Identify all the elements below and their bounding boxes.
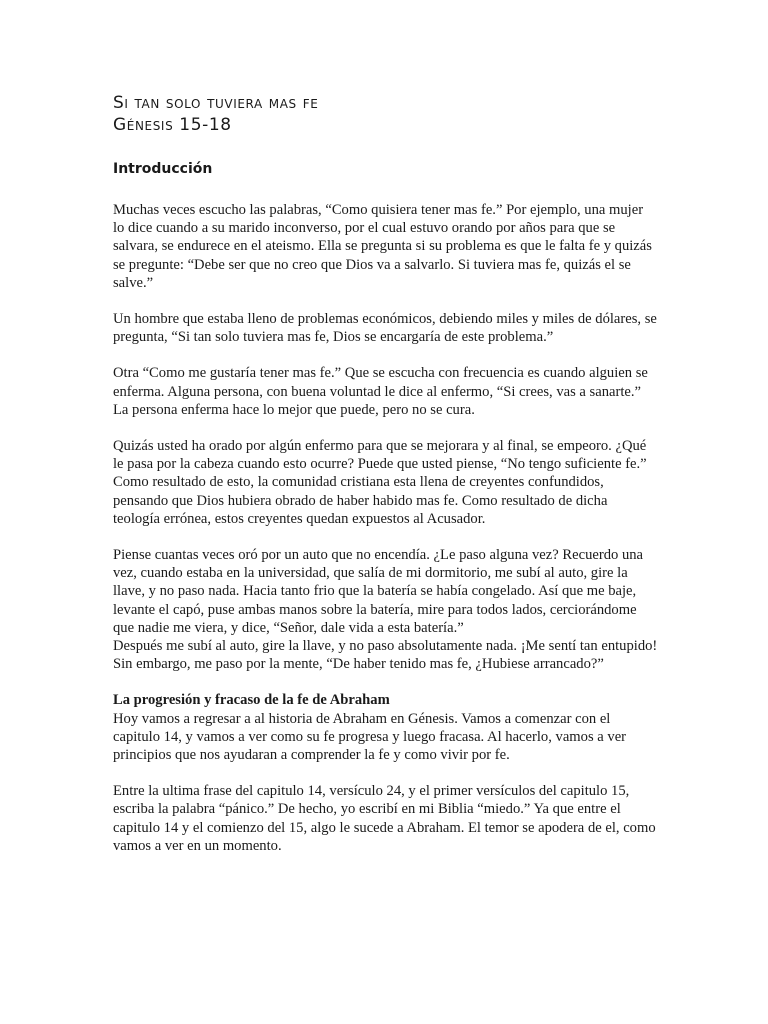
intro-heading: Introducción <box>113 161 213 177</box>
document-body <box>113 201 658 873</box>
paragraph: Entre la ultima frase del capitulo 14, versículo 24, y el primer versículos del capitulo 15, escriba la palabra “pánico.” De hecho, yo escribí en mi Biblia “miedo.” Ya que entre el capitulo 14 y el comienzo del 15, algo le sucede a Abraham. El temor se apodera de el, como vamos a ver en un momento. <box>113 783 656 854</box>
paragraph: Muchas veces escucho las palabras, “Como quisiera tener mas fe.” Por ejemplo, una mujer lo dice cuando a su marido inconverso, por el cual estuvo orando por años para que se salvara, se endurece en el ateismo. Ella se pregunta si su problema es que le falta fe y quizás se pregunte: “Debe ser que no creo que Dios va a salvarlo. Si tuviera mas fe, quizás el se salve.” <box>113 202 652 291</box>
paragraph: Como resultado de esto, la comunidad cristiana esta llena de creyentes confundidos, pensando que Dios hubiera obrado de haber habido mas fe. Como resultado de dicha teología errónea, estos creyentes quedan expuestos al Acusador. <box>113 474 608 527</box>
paragraph: Piense cuantas veces oró por un auto que no encendía. ¿Le paso alguna vez? Recuerdo una vez, cuando estaba en la universidad, que salía de mi dormitorio, me subí al auto, gire la llave, y no paso nada. Hacia tanto frio que la batería se había congelado. Así que me baje, levante el capó, puse ambas manos sobre la batería, mire para todos lados, cerciorándome que nadie me viera, y dice, “Señor, dale vida a esta batería.” <box>113 547 644 636</box>
paragraph: Hoy vamos a regresar a al historia de Abraham en Génesis. Vamos a comenzar con el capitulo 14, y vamos a ver como su fe progresa y luego fracasa. Al hacerlo, vamos a ver principios que nos ayudaran a comprender la fe y como vivir por fe. <box>113 710 627 764</box>
section-heading: La progresión y fracaso de la fe de Abraham <box>113 692 390 709</box>
paragraph: Después me subí al auto, gire la llave, y no paso absolutamente nada. ¡Me sentí tan entupido! Sin embargo, me paso por la mente, “De haber tenido mas fe, ¿Hubiese arrancado?” <box>113 638 658 673</box>
document-title <box>113 92 673 136</box>
subtitle-line: Génesis 15-18 <box>113 115 232 135</box>
paragraph: Quizás usted ha orado por algún enfermo para que se mejorara y al final, se empeoro. ¿Qué le pasa por la cabeza cuando esto ocurre? Puede que usted piense, “No tengo suficiente fe.” <box>113 438 647 473</box>
paragraph: La persona enferma hace lo mejor que puede, pero no se cura. <box>113 401 475 418</box>
title-line: Si tan solo tuviera mas fe <box>113 93 319 113</box>
paragraph: Un hombre que estaba lleno de problemas económicos, debiendo miles y miles de dólares, se pregunta, “Si tan solo tuviera mas fe, Dios se encargaría de este problema.” <box>113 311 657 346</box>
paragraph: Otra “Como me gustaría tener mas fe.” Que se escucha con frecuencia es cuando alguien se enferma. Alguna persona, con buena voluntad le dice al enfermo, “Si crees, vas a sanarte.” <box>113 365 648 400</box>
